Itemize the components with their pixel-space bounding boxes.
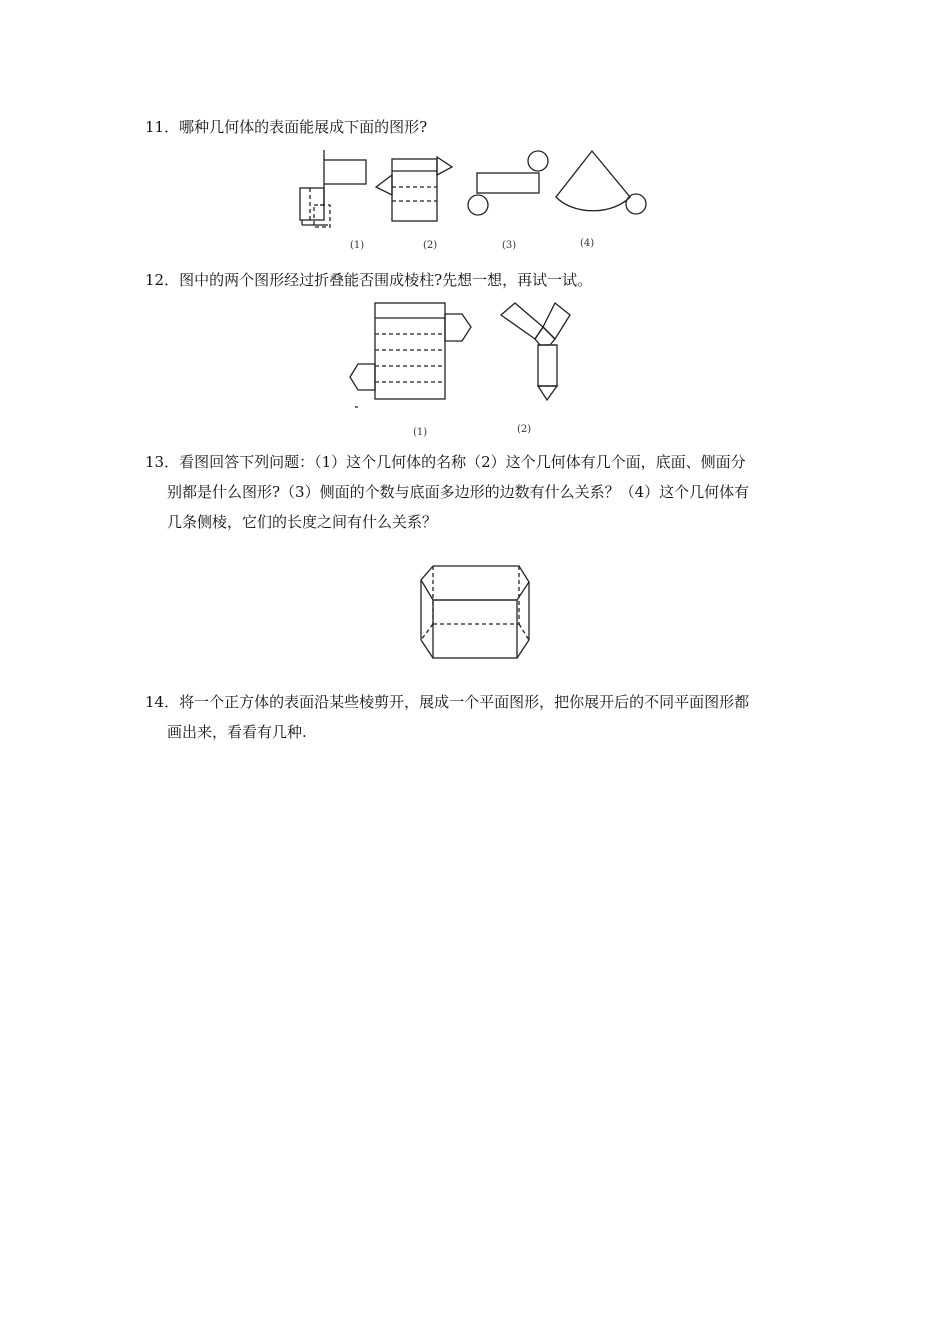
figure-12-captions (345, 422, 595, 442)
question-11 (145, 112, 810, 142)
figure-11-captions (290, 236, 660, 256)
question-text: 图中的两个图形经过折叠能否围成棱柱?先想一想，再试一试。 (179, 271, 593, 289)
question-13 (145, 447, 810, 537)
caption-2: (2) (517, 424, 532, 435)
caption-4: (4) (580, 238, 595, 249)
net-4-figure (556, 151, 646, 214)
figure-13-hexagonal-prism (415, 560, 535, 668)
net-1-figure (300, 150, 366, 227)
caption-3: (3) (502, 240, 517, 251)
net-hex-prism-figure (350, 303, 471, 407)
question-number: 14． (145, 693, 180, 711)
question-12 (145, 265, 810, 295)
question-text: 哪种几何体的表面能展成下面的图形? (179, 118, 428, 136)
question-text-line-2: 画出来，看看有几种. (167, 723, 307, 741)
net-tri-prism-figure (501, 303, 570, 400)
caption-1: (1) (350, 240, 365, 251)
net-3-figure (468, 151, 548, 215)
figure-12-nets (345, 300, 595, 440)
question-text-line-1: 看图回答下列问题：（1）这个几何体的名称（2）这个几何体有几个面，底面、侧面分 (179, 453, 746, 471)
question-14 (145, 687, 810, 747)
caption-1: (1) (413, 427, 428, 438)
net-2-figure (376, 157, 452, 221)
question-number: 13． (145, 453, 180, 471)
question-number: 12． (145, 271, 180, 289)
question-number: 11． (145, 118, 180, 136)
question-text-line-3: 几条侧棱，它们的长度之间有什么关系？ (167, 513, 438, 531)
caption-2: (2) (423, 240, 438, 251)
question-text-line-2: 别都是什么图形?（3）侧面的个数与底面多边形的边数有什么关系？（4）这个几何体有 (167, 483, 750, 501)
question-text-line-1: 将一个正方体的表面沿某些棱剪开，展成一个平面图形，把你展开后的不同平面图形都 (179, 693, 750, 711)
